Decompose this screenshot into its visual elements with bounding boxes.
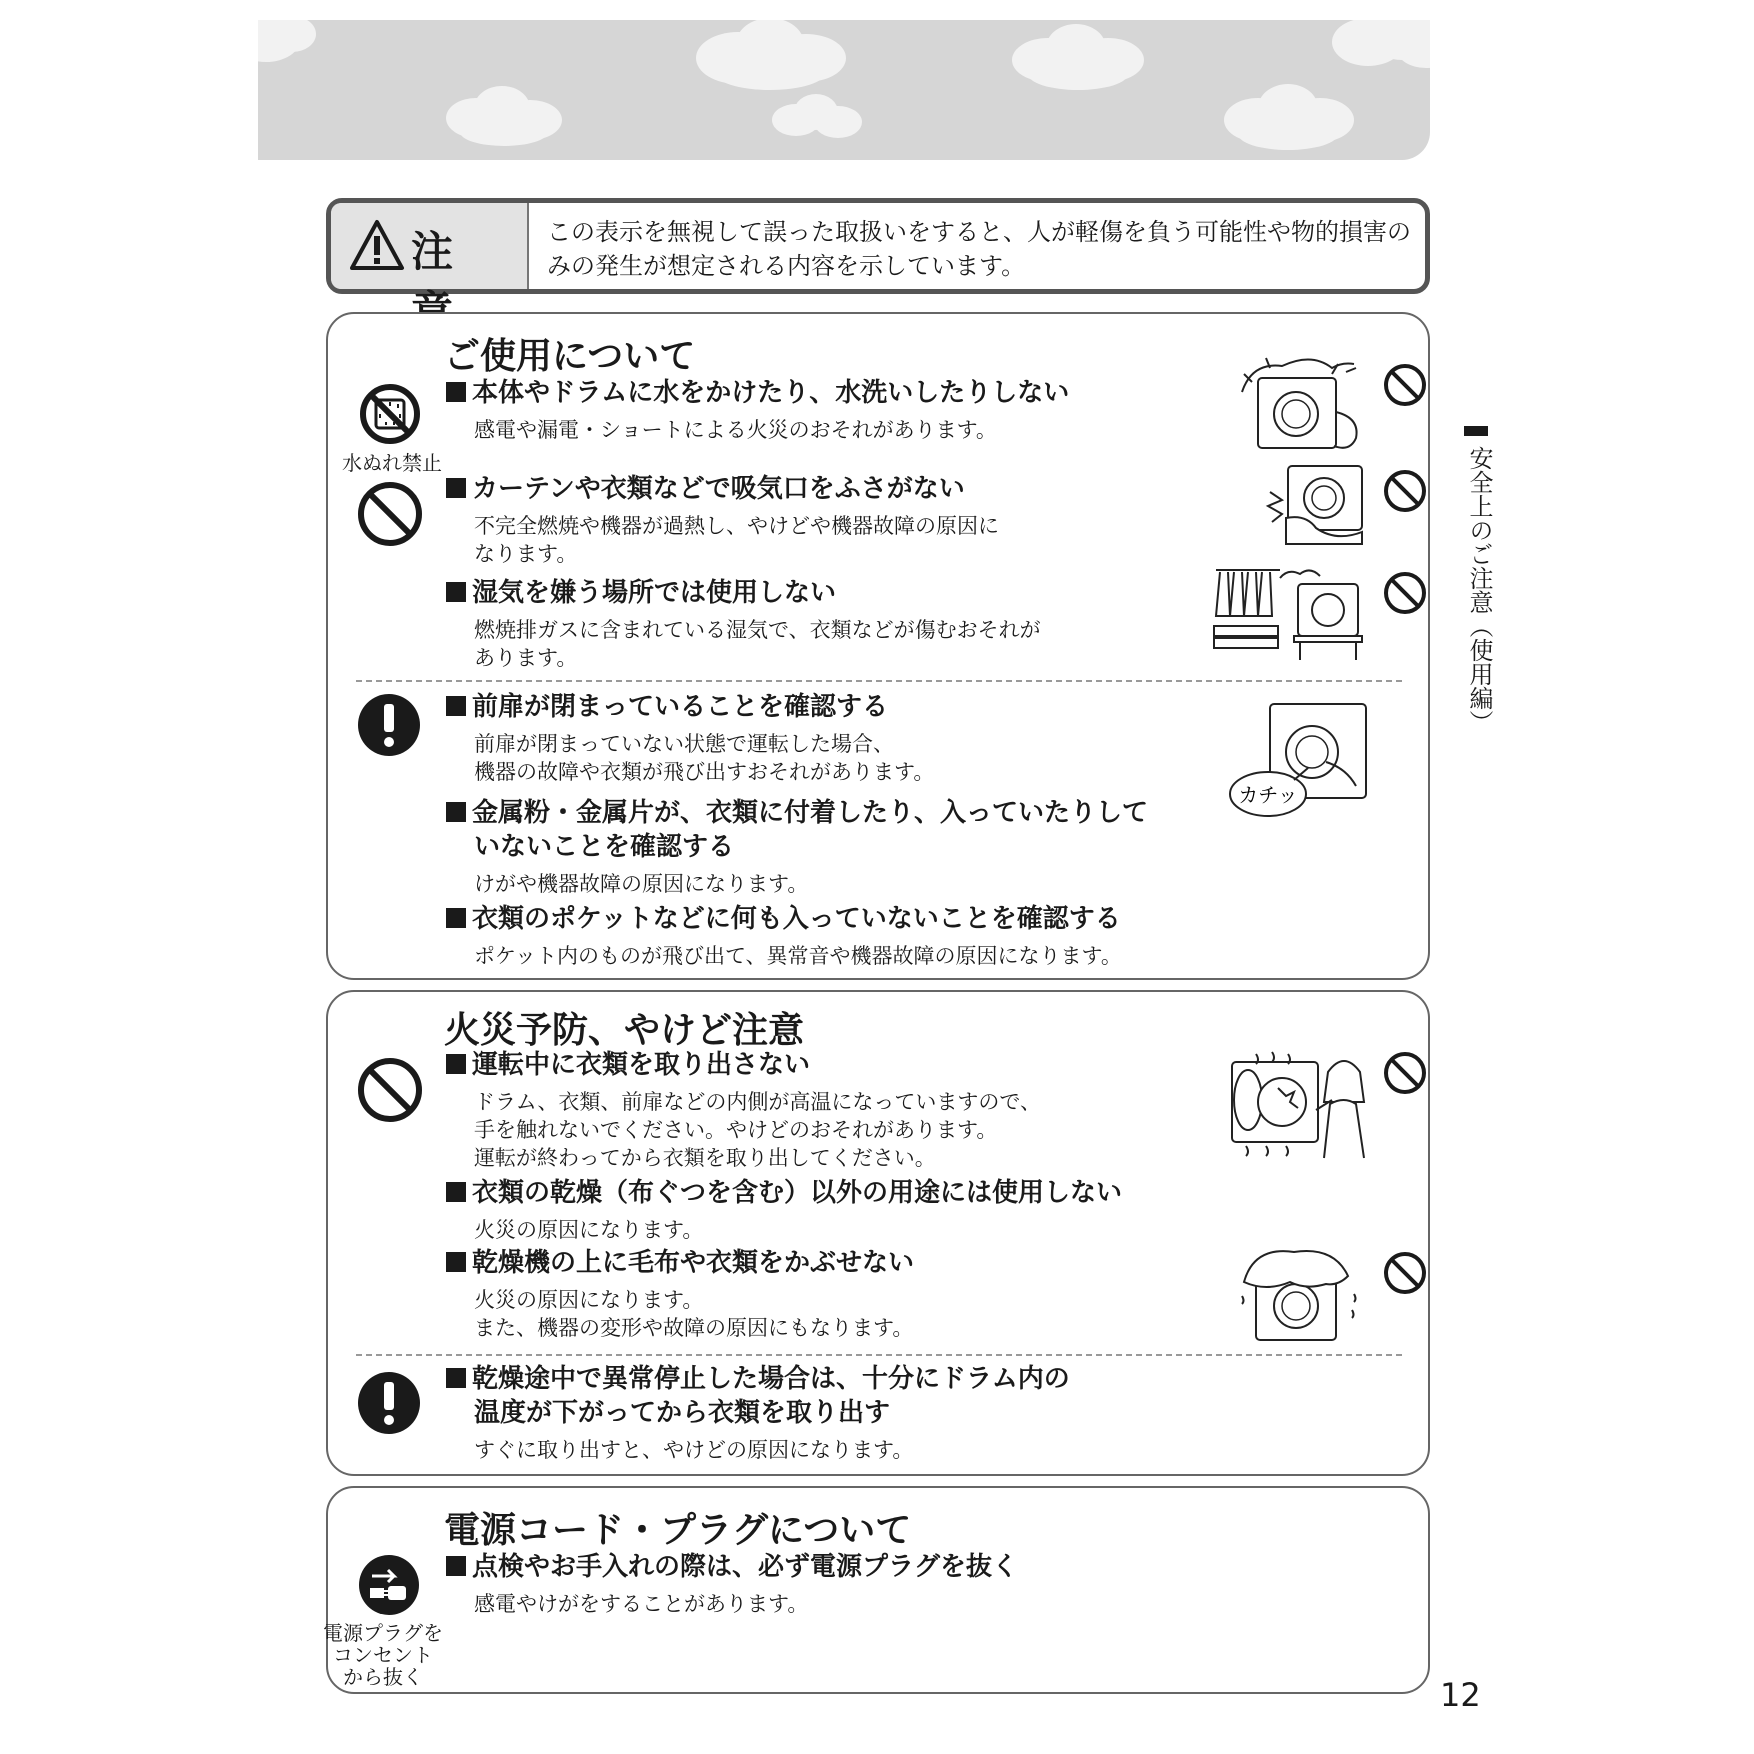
symbol-caption-line: 電源プラグを (323, 1621, 443, 1645)
prohibition-icon (1382, 468, 1428, 514)
item-heading: 点検やお手入れの際は、必ず電源プラグを抜く (446, 1550, 1018, 1584)
prohibition-icon (1382, 1050, 1428, 1096)
section-usage (326, 312, 1430, 980)
item-description-line: あります。 (474, 646, 578, 670)
item-description-line: 前扉が閉まっていない状態で運転した場合、 (474, 732, 894, 756)
prohibition-icon (1382, 570, 1428, 616)
item-description-line: 機器の故障や衣類が飛び出すおそれがあります。 (474, 760, 935, 784)
cloud-shape (446, 86, 562, 146)
section-title: ご使用について (444, 336, 696, 377)
click-sound-label: カチッ (1238, 783, 1298, 807)
dryer-water-splash-illustration (1232, 352, 1372, 456)
cloud-shape (1224, 84, 1354, 150)
item-description-line: 火災の原因になります。 (474, 1288, 704, 1312)
bullet-square (446, 1368, 466, 1388)
section-title: 電源コード・プラグについて (444, 1510, 912, 1551)
bullet-square (446, 1182, 466, 1202)
side-tab-label: 安全上のご注意（使用編） (1465, 446, 1493, 734)
item-heading: 衣類のポケットなどに何も入っていないことを確認する (446, 902, 1121, 936)
bullet-square (446, 382, 466, 402)
bullet-square (446, 696, 466, 716)
item-heading: 本体やドラムに水をかけたり、水洗いしたりしない (446, 376, 1069, 410)
bullet-square (446, 908, 466, 928)
item-heading: 金属粉・金属片が、衣類に付着したり、入っていたりして (446, 796, 1148, 830)
item-heading: 衣類の乾燥（布ぐつを含む）以外の用途には使用しない (446, 1176, 1122, 1210)
item-heading-continued: 温度が下がってから衣類を取り出す (474, 1398, 891, 1428)
prohibition-icon (356, 480, 424, 548)
item-description: 火災の原因になります。 (474, 1218, 704, 1242)
section-title: 火災予防、やけど注意 (444, 1010, 805, 1051)
mandatory-icon (356, 1370, 422, 1436)
item-description-line: 燃焼排ガスに含まれている湿気で、衣類などが傷むおそれが (474, 618, 1041, 642)
symbol-caption-line: コンセント (333, 1643, 433, 1667)
covered-dryer-illustration (1222, 1244, 1372, 1344)
bullet-square (446, 1556, 466, 1576)
section-fire-prevention (326, 990, 1430, 1476)
item-heading: カーテンや衣類などで吸気口をふさがない (446, 472, 965, 506)
bullet-square (446, 478, 466, 498)
cloud-shape (696, 20, 846, 90)
cloud-pattern (258, 20, 1430, 160)
bullet-square (446, 582, 466, 602)
item-description: けがや機器故障の原因になります。 (474, 872, 809, 896)
item-heading-continued: いないことを確認する (474, 832, 735, 862)
symbol-caption-line: から抜く (343, 1665, 423, 1689)
item-heading: 湿気を嫌う場所では使用しない (446, 576, 836, 610)
item-description-line: なります。 (474, 542, 578, 566)
cloud-shape (258, 20, 316, 62)
bullet-square (446, 1252, 466, 1272)
side-tab-marker (1464, 426, 1488, 436)
section-divider (356, 1354, 1402, 1356)
dryer-covered-vent-illustration (1252, 458, 1372, 550)
prohibition-icon (1382, 362, 1428, 408)
symbol-caption: 水ぬれ禁止 (342, 451, 442, 475)
item-heading: 前扉が閉まっていることを確認する (446, 690, 888, 724)
warning-triangle-icon (349, 219, 405, 271)
item-description-line: 不完全燃焼や機器が過熱し、やけどや機器故障の原因に (474, 514, 999, 538)
mandatory-icon (356, 692, 422, 758)
cloud-shape (1332, 20, 1430, 68)
item-description: ポケット内のものが飛び出て、異常音や機器故障の原因になります。 (474, 944, 1122, 968)
item-description: 感電やけがをすることがあります。 (474, 1592, 809, 1616)
item-description: 感電や漏電・ショートによる火災のおそれがあります。 (474, 418, 997, 442)
item-heading: 乾燥途中で異常停止した場合は、十分にドラム内の (446, 1362, 1070, 1396)
item-description-line: また、機器の変形や故障の原因にもなります。 (474, 1316, 914, 1340)
prohibition-icon (1382, 1250, 1428, 1296)
item-description: すぐに取り出すと、やけどの原因になります。 (474, 1438, 914, 1462)
item-description-line: 手を触れないでください。やけどのおそれがあります。 (474, 1118, 998, 1142)
hot-drum-illustration (1226, 1050, 1376, 1160)
cloud-shape (1012, 24, 1144, 90)
caution-title: 注 (411, 227, 466, 276)
caution-label (331, 203, 529, 289)
header-banner (258, 20, 1430, 160)
bullet-square (446, 802, 466, 822)
caution-description: この表示を無視して誤った取扱いをすると、人が軽傷を負う可能性や物的損害のみの発生が想定される内容を示しています。 (547, 218, 1411, 280)
item-heading: 乾燥機の上に毛布や衣類をかぶせない (446, 1246, 914, 1280)
section-power-cord (323, 1486, 1430, 1694)
item-description-line: 運転が終わってから衣類を取り出してください。 (474, 1146, 936, 1170)
caution-box (326, 198, 1430, 294)
door-click-illustration (1220, 696, 1380, 826)
unplug-icon (358, 1554, 420, 1616)
page-number: 12 (1440, 1676, 1481, 1714)
item-heading: 運転中に衣類を取り出さない (446, 1048, 810, 1082)
no-wetting-icon (358, 382, 422, 446)
cloud-shape (772, 94, 862, 138)
bullet-square (446, 1054, 466, 1074)
humid-room-illustration (1210, 564, 1370, 664)
section-divider (356, 680, 1402, 682)
prohibition-icon (356, 1056, 424, 1124)
item-description-line: ドラム、衣類、前扉などの内側が高温になっていますので、 (474, 1090, 1041, 1114)
